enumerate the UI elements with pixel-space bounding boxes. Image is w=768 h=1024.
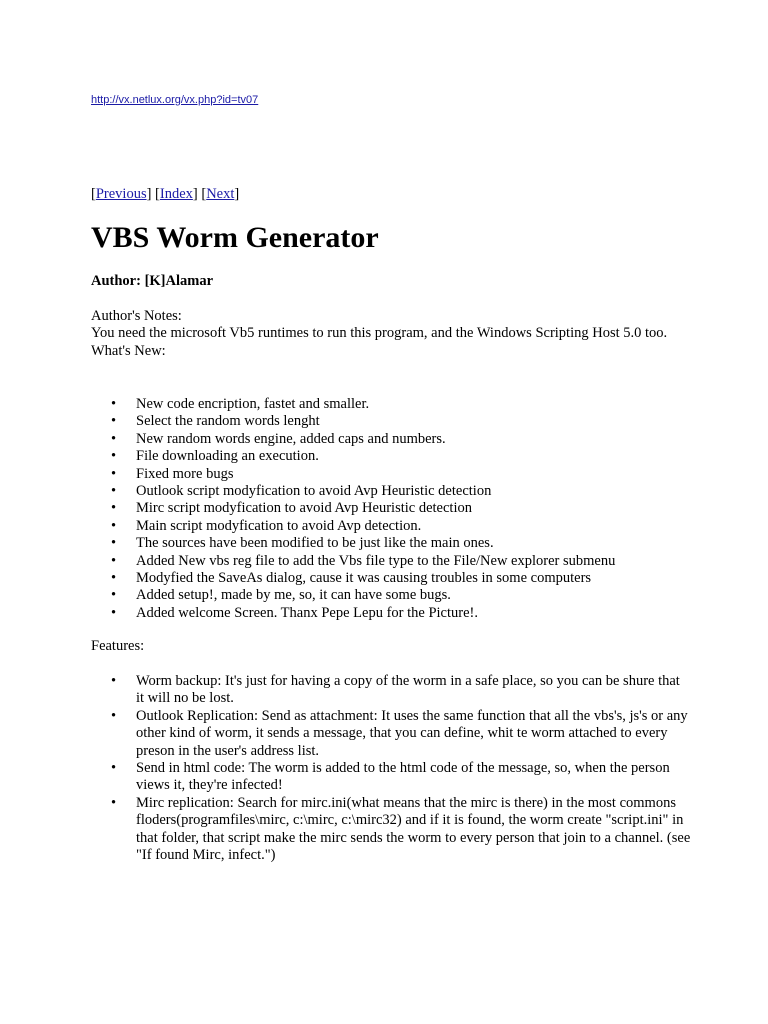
page-title: VBS Worm Generator [91,221,379,254]
list-item: • Outlook script modyfication to avoid Avp Heuristic detection [91,483,691,500]
list-item: • Added welcome Screen. Thanx Pepe Lepu for the Picture!. [91,605,691,622]
list-item: • Added New vbs reg file to add the Vbs file type to the File/New explorer submenu [91,553,691,570]
authors-notes-text: You need the microsoft Vb5 runtimes to run this program, and the Windows Scripting Host 5.0 too. [91,325,668,342]
list-item: • Added setup!, made by me, so, it can have some bugs. [91,587,691,604]
list-item: • New random words engine, added caps and numbers. [91,431,691,448]
list-item: • Mirc script modyfication to avoid Avp Heuristic detection [91,500,691,517]
list-item: • Fixed more bugs [91,466,691,483]
list-item: • Mirc replication: Search for mirc.ini(what means that the mirc is there) in the most commons floders(programfiles\mirc, c:\mirc, c:\mirc32) and if it is found, the worm create "script.ini" in that folder, that script make the mirc sends the worm to every person that join to a channel. (see "If found Mirc, infect.") [91,795,691,865]
previous-link[interactable]: Previous [95,186,147,202]
list-item: • New code encription, fastet and smaller. [91,396,691,413]
list-item: • Send in html code: The worm is added to the html code of the message, so, when the person views it, they're infected! [91,760,691,795]
list-item: • Outlook Replication: Send as attachment: It uses the same function that all the vbs's, js's or any other kind of worm, it sends a message, that you can define, whit te worm attached to every preson in the user's address list. [91,708,691,760]
page-navigation: [Previous] [Index] [Next] [91,186,240,202]
list-item: • The sources have been modified to be just like the main ones. [91,535,691,552]
source-url-link[interactable]: http://vx.netlux.org/vx.php?id=tv07 [91,94,259,106]
authors-notes [91,308,691,360]
list-item: • Main script modyfication to avoid Avp detection. [91,518,691,535]
list-item: • Worm backup: It's just for having a copy of the worm in a safe place, so you can be shure that it will no be lost. [91,673,691,708]
index-link[interactable]: Index [159,186,193,202]
list-item: • Select the random words lenght [91,413,691,430]
features-list [91,673,691,864]
author-line: Author: [K]Alamar [91,273,214,289]
next-link[interactable]: Next [206,186,235,202]
authors-notes-label: Author's Notes: [91,308,182,324]
features-label: Features: [91,638,145,654]
list-item: • File downloading an execution. [91,448,691,465]
whats-new-label: What's New: [91,342,166,359]
list-item: • Modyfied the SaveAs dialog, cause it was causing troubles in some computers [91,570,691,587]
whats-new-list [91,396,691,622]
